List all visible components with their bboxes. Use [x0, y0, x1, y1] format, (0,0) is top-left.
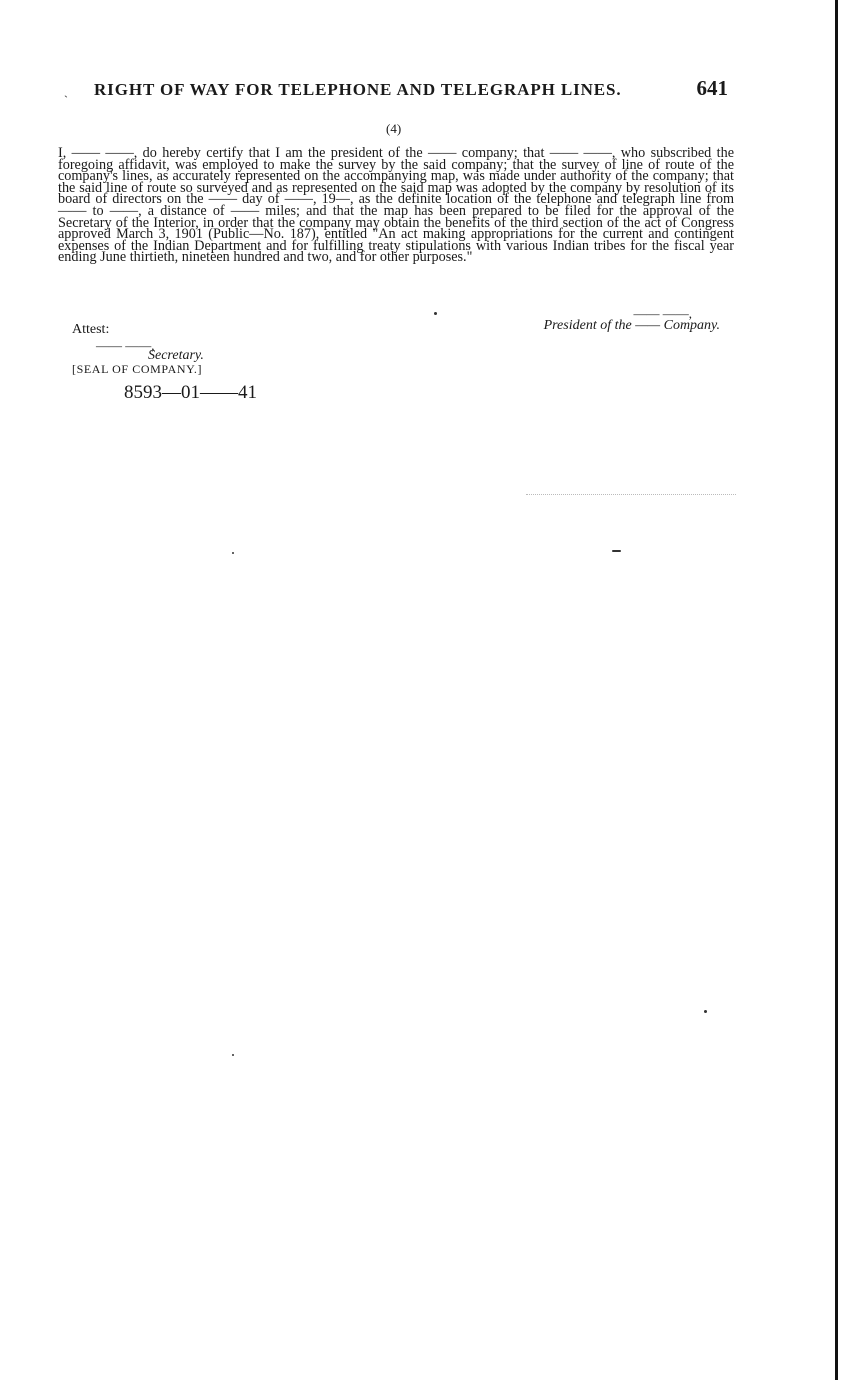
scan-speck	[434, 312, 437, 315]
margin-tick: ˎ	[64, 84, 68, 98]
scan-artifact-dots	[526, 494, 736, 495]
print-code: 8593—01——41	[124, 382, 257, 403]
scan-speck	[232, 552, 234, 554]
president-signature-blank: —— ——,	[633, 306, 692, 321]
president-label: President of the —— Company.	[543, 318, 720, 333]
form-number: (4)	[386, 121, 402, 136]
scan-speck	[612, 550, 621, 552]
scan-speck	[232, 1054, 234, 1056]
page-number: 641	[696, 76, 728, 100]
secretary-label: Secretary.	[148, 348, 204, 363]
secretary-signature-blank: —— ——,	[96, 338, 155, 353]
seal-label: [SEAL OF COMPANY.]	[72, 362, 203, 376]
certificate-paragraph: I, —— ——, do hereby certify that I am the president of the —— company; that —— ——, who subscribed the foregoing affidavit, was employed to make the survey by the said company; that the survey of line of route of the company's lines, as accurately represented on the accompanying map, was made under authority of the company; that the said line of route so surveyed and as represented on the said map was adopted by the company by resolution of its board of directors on the —— day of ——, 19—, as the definite location of the telephone and telegraph line from —— to ——, a distance of —— miles; and that the map has been prepared to be filed for the approval of the Secretary of the Interior, in order that the company may obtain the benefits of the third section of the act of Congress approved March 3, 1901 (Public—No. 187), entitled "An act making appropriations for the current and contingent expenses of the Indian Department and for fulfilling treaty stipulations with various Indian tribes for the fiscal year ending June thirtieth, nineteen hundred and two, and for other purposes."	[58, 145, 734, 266]
scan-speck	[704, 1010, 707, 1013]
running-head: RIGHT OF WAY FOR TELEPHONE AND TELEGRAPH LINES.	[94, 80, 622, 99]
page-header	[94, 76, 734, 104]
attest-label: Attest:	[72, 322, 110, 337]
